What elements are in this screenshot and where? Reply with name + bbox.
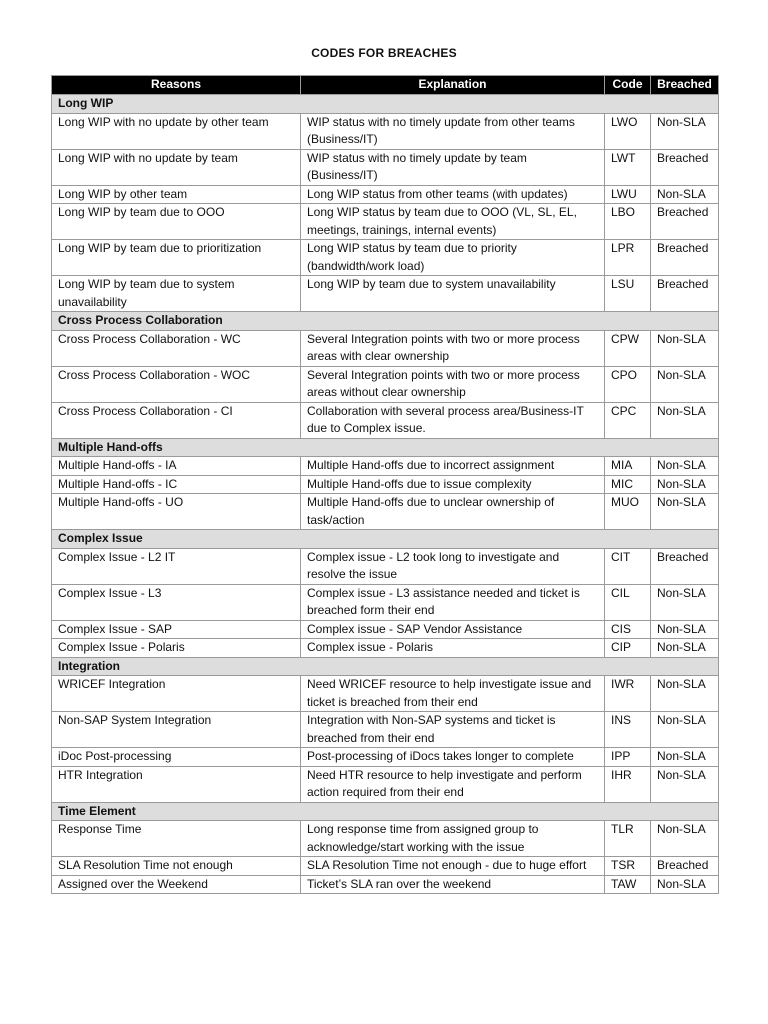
section-row	[52, 802, 719, 821]
cell-code: CIS	[605, 620, 651, 639]
table-row	[52, 366, 719, 402]
section-title: Cross Process Collaboration	[52, 312, 719, 331]
cell-explanation: Multiple Hand-offs due to incorrect assignment	[301, 457, 605, 476]
cell-explanation: Long WIP status by team due to OOO (VL, SL, EL, meetings, trainings, internal events)	[301, 204, 605, 240]
header-reasons: Reasons	[52, 76, 301, 95]
cell-code: CIT	[605, 548, 651, 584]
table-row	[52, 748, 719, 767]
cell-explanation: Long WIP status from other teams (with updates)	[301, 185, 605, 204]
cell-code: IPP	[605, 748, 651, 767]
cell-breached: Non-SLA	[651, 639, 719, 658]
section-row	[52, 438, 719, 457]
cell-reason: Long WIP by team due to system unavailability	[52, 276, 301, 312]
cell-breached: Non-SLA	[651, 475, 719, 494]
table-row	[52, 185, 719, 204]
cell-reason: Multiple Hand-offs - UO	[52, 494, 301, 530]
section-title: Complex Issue	[52, 530, 719, 549]
cell-explanation: Ticket’s SLA ran over the weekend	[301, 875, 605, 894]
table-row	[52, 548, 719, 584]
section-title: Long WIP	[52, 95, 719, 114]
cell-reason: Multiple Hand-offs - IC	[52, 475, 301, 494]
cell-explanation: Long WIP by team due to system unavailability	[301, 276, 605, 312]
section-title: Multiple Hand-offs	[52, 438, 719, 457]
table-body	[52, 95, 719, 894]
table-row	[52, 584, 719, 620]
cell-explanation: Integration with Non-SAP systems and ticket is breached from their end	[301, 712, 605, 748]
cell-reason: Cross Process Collaboration - WC	[52, 330, 301, 366]
cell-code: CIP	[605, 639, 651, 658]
document-title: CODES FOR BREACHES	[311, 46, 457, 60]
table-header	[52, 76, 719, 95]
cell-breached: Non-SLA	[651, 402, 719, 438]
table-row	[52, 204, 719, 240]
table-row	[52, 676, 719, 712]
cell-reason: Complex Issue - L2 IT	[52, 548, 301, 584]
cell-code: LWO	[605, 113, 651, 149]
cell-explanation: Complex issue - L3 assistance needed and ticket is breached form their end	[301, 584, 605, 620]
cell-breached: Breached	[651, 548, 719, 584]
header-code: Code	[605, 76, 651, 95]
cell-explanation: Complex issue - L2 took long to investigate and resolve the issue	[301, 548, 605, 584]
cell-code: CPO	[605, 366, 651, 402]
header-breached: Breached	[651, 76, 719, 95]
cell-explanation: WIP status with no timely update from other teams (Business/IT)	[301, 113, 605, 149]
cell-reason: HTR Integration	[52, 766, 301, 802]
table-row	[52, 402, 719, 438]
cell-explanation: Long WIP status by team due to priority (bandwidth/work load)	[301, 240, 605, 276]
cell-explanation: WIP status with no timely update by team (Business/IT)	[301, 149, 605, 185]
section-row	[52, 530, 719, 549]
cell-breached: Non-SLA	[651, 676, 719, 712]
cell-explanation: Complex issue - SAP Vendor Assistance	[301, 620, 605, 639]
table-row	[52, 240, 719, 276]
cell-reason: Long WIP by team due to prioritization	[52, 240, 301, 276]
table-row	[52, 875, 719, 894]
cell-breached: Non-SLA	[651, 366, 719, 402]
cell-reason: Complex Issue - SAP	[52, 620, 301, 639]
table-row	[52, 276, 719, 312]
cell-breached: Non-SLA	[651, 748, 719, 767]
cell-code: INS	[605, 712, 651, 748]
cell-reason: Assigned over the Weekend	[52, 875, 301, 894]
cell-reason: iDoc Post-processing	[52, 748, 301, 767]
section-title: Integration	[52, 657, 719, 676]
cell-code: TSR	[605, 857, 651, 876]
table-row	[52, 857, 719, 876]
cell-code: TLR	[605, 821, 651, 857]
cell-reason: Non-SAP System Integration	[52, 712, 301, 748]
cell-code: IHR	[605, 766, 651, 802]
table-row	[52, 494, 719, 530]
cell-code: MUO	[605, 494, 651, 530]
cell-reason: Long WIP with no update by team	[52, 149, 301, 185]
table-row	[52, 330, 719, 366]
cell-breached: Breached	[651, 857, 719, 876]
cell-breached: Non-SLA	[651, 330, 719, 366]
cell-explanation: Long response time from assigned group to acknowledge/start working with the issue	[301, 821, 605, 857]
header-row	[52, 76, 719, 95]
table-row	[52, 712, 719, 748]
cell-reason: Complex Issue - L3	[52, 584, 301, 620]
cell-code: LBO	[605, 204, 651, 240]
cell-explanation: Post-processing of iDocs takes longer to complete	[301, 748, 605, 767]
cell-code: LWU	[605, 185, 651, 204]
section-row	[52, 657, 719, 676]
section-row	[52, 95, 719, 114]
cell-breached: Non-SLA	[651, 620, 719, 639]
cell-reason: Response Time	[52, 821, 301, 857]
cell-explanation: Several Integration points with two or more process areas without clear ownership	[301, 366, 605, 402]
cell-breached: Non-SLA	[651, 766, 719, 802]
table-row	[52, 475, 719, 494]
table-row	[52, 113, 719, 149]
cell-explanation: SLA Resolution Time not enough - due to huge effort	[301, 857, 605, 876]
cell-breached: Non-SLA	[651, 185, 719, 204]
cell-code: TAW	[605, 875, 651, 894]
cell-breached: Non-SLA	[651, 712, 719, 748]
cell-breached: Non-SLA	[651, 821, 719, 857]
table-row	[52, 766, 719, 802]
cell-explanation: Need HTR resource to help investigate and perform action required from their end	[301, 766, 605, 802]
cell-code: CPW	[605, 330, 651, 366]
header-explanation: Explanation	[301, 76, 605, 95]
cell-code: MIC	[605, 475, 651, 494]
cell-breached: Breached	[651, 204, 719, 240]
cell-breached: Non-SLA	[651, 584, 719, 620]
cell-reason: Multiple Hand-offs - IA	[52, 457, 301, 476]
cell-explanation: Collaboration with several process area/Business-IT due to Complex issue.	[301, 402, 605, 438]
cell-breached: Non-SLA	[651, 875, 719, 894]
table-row	[52, 639, 719, 658]
cell-code: MIA	[605, 457, 651, 476]
cell-reason: SLA Resolution Time not enough	[52, 857, 301, 876]
cell-reason: Cross Process Collaboration - CI	[52, 402, 301, 438]
cell-breached: Breached	[651, 276, 719, 312]
cell-code: CPC	[605, 402, 651, 438]
cell-code: CIL	[605, 584, 651, 620]
cell-reason: Complex Issue - Polaris	[52, 639, 301, 658]
cell-explanation: Several Integration points with two or more process areas with clear ownership	[301, 330, 605, 366]
cell-breached: Non-SLA	[651, 494, 719, 530]
cell-explanation: Complex issue - Polaris	[301, 639, 605, 658]
cell-reason: Long WIP by team due to OOO	[52, 204, 301, 240]
cell-code: LSU	[605, 276, 651, 312]
cell-code: IWR	[605, 676, 651, 712]
section-title: Time Element	[52, 802, 719, 821]
cell-reason: Long WIP with no update by other team	[52, 113, 301, 149]
cell-code: LWT	[605, 149, 651, 185]
table-row	[52, 821, 719, 857]
cell-reason: Long WIP by other team	[52, 185, 301, 204]
cell-code: LPR	[605, 240, 651, 276]
cell-breached: Breached	[651, 149, 719, 185]
table-row	[52, 620, 719, 639]
cell-breached: Breached	[651, 240, 719, 276]
cell-reason: Cross Process Collaboration - WOC	[52, 366, 301, 402]
table-row	[52, 149, 719, 185]
breach-codes-table	[51, 75, 719, 894]
cell-explanation: Need WRICEF resource to help investigate issue and ticket is breached from their end	[301, 676, 605, 712]
cell-breached: Non-SLA	[651, 113, 719, 149]
section-row	[52, 312, 719, 331]
cell-reason: WRICEF Integration	[52, 676, 301, 712]
table-row	[52, 457, 719, 476]
cell-explanation: Multiple Hand-offs due to issue complexity	[301, 475, 605, 494]
cell-breached: Non-SLA	[651, 457, 719, 476]
cell-explanation: Multiple Hand-offs due to unclear ownership of task/action	[301, 494, 605, 530]
